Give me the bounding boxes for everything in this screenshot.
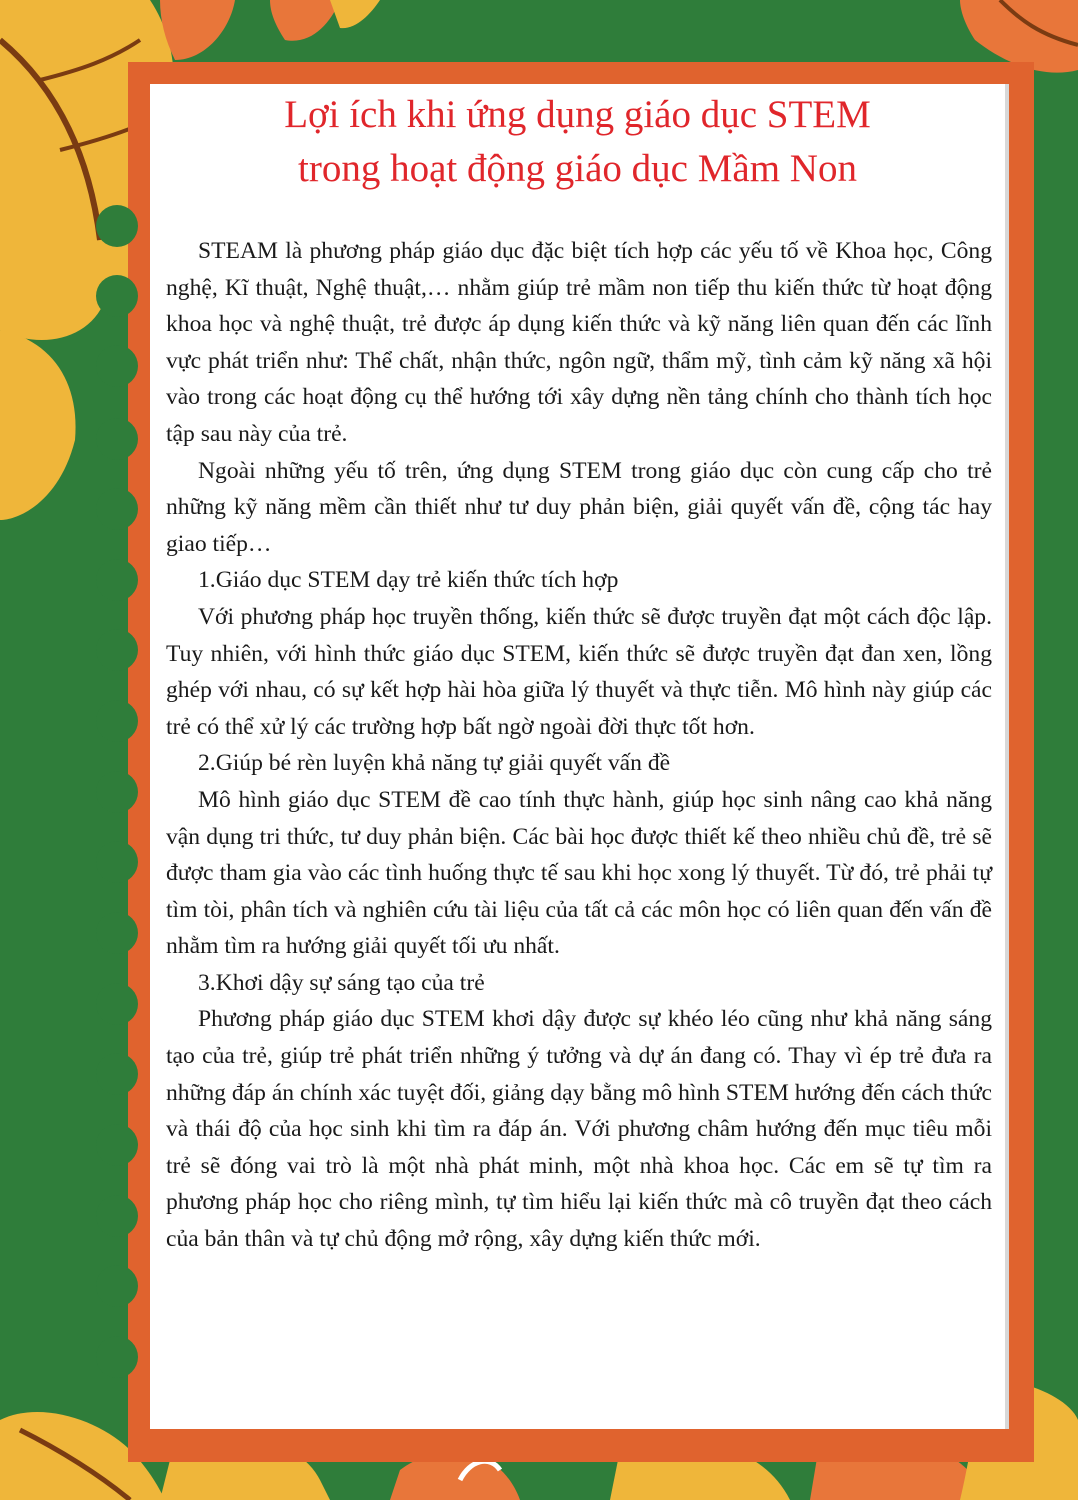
poster-title xyxy=(150,88,1005,196)
title-line-2: trong hoạt động giáo dục Mầm Non xyxy=(298,147,857,190)
binder-dot-icon xyxy=(96,700,138,742)
binder-dot-icon xyxy=(96,205,138,247)
article-body xyxy=(166,233,992,1258)
binder-dot-icon xyxy=(96,1053,138,1095)
top-orange-leaf-icon xyxy=(160,0,380,60)
left-yellow-leaf-icon xyxy=(0,330,76,520)
paragraph-section-2: Mô hình giáo dục STEM đề cao tính thực hành, giúp học sinh nâng cao khả năng vận dụng tri thức, tư duy phản biện. Các bài học được thiết kế theo nhiều chủ đề, trẻ sẽ được tham gia vào các tình huống thực tế sau khi học xong lý thuyết. Từ đó, trẻ phải tự tìm tòi, phân tích và nghiên cứu tài liệu của tất cả các môn học có liên quan đến vấn đề nhằm tìm ra hướng giải quyết tối ưu nhất. xyxy=(166,786,992,960)
binder-dot-icon xyxy=(96,912,138,954)
binder-dot-icon xyxy=(96,983,138,1025)
title-line-1: Lợi ích khi ứng dụng giáo dục STEM xyxy=(284,93,871,136)
paragraph-section-3: Phương pháp giáo dục STEM khơi dậy được sự khéo léo cũng như khả năng sáng tạo của trẻ, giúp trẻ phát triển những ý tưởng và dự án đang có. Thay vì ép trẻ đưa ra những đáp án chính xác tuyệt đối, giảng dạy bằng mô hình STEM hướng đến cách thức và thái độ của học sinh khi tìm ra đáp án. Với phương châm hướng đến mục tiêu mỗi trẻ sẽ đóng vai trò là một nhà phát minh, một nhà khoa học. Các em sẽ tự tìm ra phương pháp học cho riêng mình, tự tìm hiểu lại kiến thức mà cô truyền đạt theo cách của bản thân và tự chủ động mở rộng, xây dựng kiến thức mới. xyxy=(166,1006,992,1253)
binder-dot-icon xyxy=(96,1124,138,1166)
section-heading-3: 3.Khơi dậy sự sáng tạo của trẻ xyxy=(198,969,485,996)
binder-dot-icon xyxy=(96,771,138,813)
binder-dot-icon xyxy=(96,488,138,530)
binder-dot-icon xyxy=(96,1195,138,1237)
paper-shadow xyxy=(1005,84,1009,1429)
paragraph-soft-skills: Ngoài những yếu tố trên, ứng dụng STEM trong giáo dục còn cung cấp cho trẻ những kỹ năng mềm cần thiết như tư duy phản biện, giải quyết vấn đề, cộng tác hay giao tiếp… xyxy=(166,457,992,557)
binder-dot-icon xyxy=(96,841,138,883)
binder-dot-icon xyxy=(96,1265,138,1307)
binder-dot-icon xyxy=(96,1336,138,1378)
binder-dot-icon xyxy=(96,275,138,317)
binder-dot-icon xyxy=(96,345,138,387)
section-heading-1: 1.Giáo dục STEM dạy trẻ kiến thức tích hợp xyxy=(198,567,619,594)
binder-dot-icon xyxy=(96,418,138,460)
paragraph-intro: STEAM là phương pháp giáo dục đặc biệt tích hợp các yếu tố về Khoa học, Công nghệ, Kĩ thuật, Nghệ thuật,… nhằm giúp trẻ mầm non tiếp thu kiến thức từ hoạt động khoa học và nghệ thuật, trẻ được áp dụng kiến thức và kỹ năng liên quan đến các lĩnh vực phát triển như: Thể chất, nhận thức, ngôn ngữ, thẩm mỹ, tình cảm kỹ năng xã hội vào trong các hoạt động cụ thể hướng tới xây dựng nền tảng chính cho thành tích học tập sau này của trẻ. xyxy=(166,238,992,447)
paragraph-section-1: Với phương pháp học truyền thống, kiến thức sẽ được truyền đạt một cách độc lập. Tuy nhiên, với hình thức giáo dục STEM, kiến thức sẽ được truyền đạt đan xen, lồng ghép với nhau, có sự kết hợp hài hòa giữa lý thuyết và thực tiễn. Mô hình này giúp các trẻ có thể xử lý các trường hợp bất ngờ ngoài đời thực tốt hơn. xyxy=(166,603,992,740)
binder-dot-icon xyxy=(96,629,138,671)
binder-dot-icon xyxy=(96,559,138,601)
section-heading-2: 2.Giúp bé rèn luyện khả năng tự giải quyết vấn đề xyxy=(198,750,671,777)
